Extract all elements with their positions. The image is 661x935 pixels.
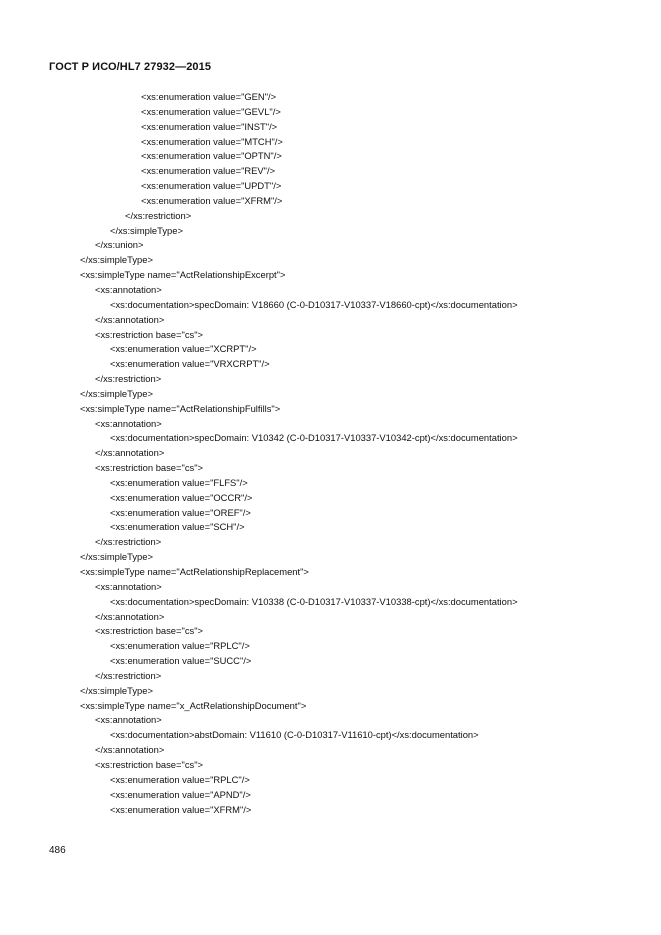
xml-schema-listing — [0, 90, 518, 817]
code-line: </xs:restriction> — [125, 209, 192, 221]
code-line: <xs:restriction base="cs"> — [95, 758, 204, 770]
code-line: </xs:simpleType> — [80, 387, 153, 399]
code-line: <xs:enumeration value="MTCH"/> — [141, 135, 283, 147]
code-line: </xs:annotation> — [95, 447, 165, 459]
code-line: <xs:enumeration value="OPTN"/> — [141, 150, 282, 162]
code-line: <xs:enumeration value="INST"/> — [141, 120, 278, 132]
code-line: </xs:annotation> — [95, 610, 165, 622]
code-line: </xs:annotation> — [95, 744, 165, 756]
code-line: <xs:enumeration value="RPLC"/> — [110, 773, 250, 785]
code-line: <xs:enumeration value="RPLC"/> — [110, 640, 250, 652]
code-line: <xs:enumeration value="XFRM"/> — [141, 194, 283, 206]
code-line: <xs:simpleType name="ActRelationshipReplacement"> — [80, 566, 309, 577]
code-line: <xs:simpleType name="ActRelationshipExcerpt"> — [80, 269, 286, 281]
code-line: <xs:documentation>abstDomain: V11610 (C-0-D10317-V11610-cpt)</xs:documentation> — [110, 729, 479, 741]
code-line: </xs:restriction> — [95, 373, 162, 385]
code-line: </xs:simpleType> — [80, 551, 153, 563]
code-line: <xs:restriction base="cs"> — [95, 462, 204, 474]
code-line: <xs:annotation> — [95, 580, 162, 592]
code-line: <xs:simpleType name="ActRelationshipFulfills"> — [80, 402, 281, 414]
code-line: <xs:enumeration value="GEN"/> — [141, 91, 277, 102]
code-line: <xs:documentation>specDomain: V18660 (C-0-D10317-V10337-V18660-cpt)</xs:documentation> — [110, 298, 518, 310]
code-line: <xs:annotation> — [95, 417, 162, 429]
code-line: </xs:restriction> — [95, 536, 162, 548]
code-line: <xs:restriction base="cs"> — [95, 625, 204, 637]
code-line: <xs:enumeration value="UPDT"/> — [141, 180, 282, 192]
code-line: <xs:enumeration value="XFRM"/> — [110, 803, 252, 815]
code-line: <xs:annotation> — [95, 714, 162, 726]
code-line: </xs:simpleType> — [110, 224, 183, 236]
code-line: </xs:simpleType> — [80, 254, 153, 266]
code-line: <xs:enumeration value="OCCR"/> — [110, 491, 253, 503]
page-number: 486 — [49, 845, 66, 856]
code-line: <xs:enumeration value="OREF"/> — [110, 506, 251, 518]
code-line: <xs:enumeration value="SUCC"/> — [110, 655, 252, 667]
code-line: <xs:annotation> — [95, 283, 162, 295]
code-line: <xs:enumeration value="REV"/> — [141, 165, 276, 177]
code-line: <xs:documentation>specDomain: V10342 (C-0-D10317-V10337-V10342-cpt)</xs:documentation> — [110, 432, 518, 444]
code-line: <xs:documentation>specDomain: V10338 (C-0-D10317-V10337-V10338-cpt)</xs:documentation> — [110, 595, 518, 607]
code-line: <xs:enumeration value="GEVL"/> — [141, 105, 281, 117]
code-line: <xs:enumeration value="FLFS"/> — [110, 476, 248, 488]
code-line: <xs:enumeration value="SCH"/> — [110, 521, 245, 533]
code-line: <xs:restriction base="cs"> — [95, 328, 204, 340]
code-line: <xs:enumeration value="VRXCRPT"/> — [110, 358, 270, 370]
code-line: </xs:restriction> — [95, 669, 162, 681]
code-line: </xs:union> — [95, 239, 144, 251]
code-line: <xs:enumeration value="XCRPT"/> — [110, 343, 257, 355]
code-line: </xs:simpleType> — [80, 684, 153, 696]
code-line: </xs:annotation> — [95, 313, 165, 325]
document-header: ГОСТ Р ИСО/HL7 27932—2015 — [49, 61, 212, 73]
code-line: <xs:enumeration value="APND"/> — [110, 788, 251, 800]
code-line: <xs:simpleType name="x_ActRelationshipDocument"> — [80, 699, 307, 711]
